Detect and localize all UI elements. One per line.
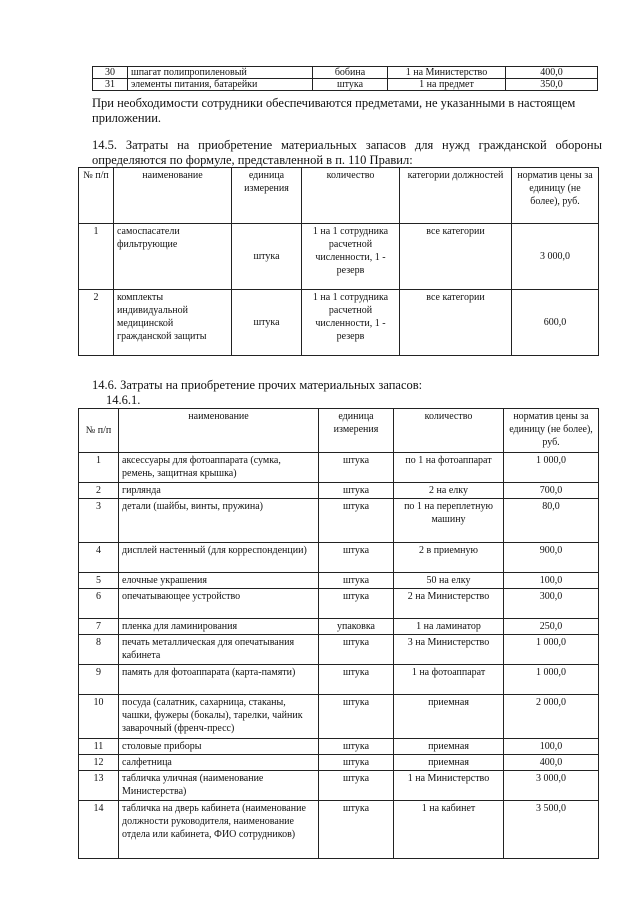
item-price: 100,0 bbox=[504, 739, 599, 755]
item-price: 400,0 bbox=[506, 67, 598, 79]
item-name: салфетница bbox=[119, 755, 319, 771]
item-price: 80,0 bbox=[504, 499, 599, 543]
row-number: 14 bbox=[79, 801, 119, 859]
item-quantity: приемная bbox=[394, 755, 504, 771]
item-name: елочные украшения bbox=[119, 573, 319, 589]
item-price: 1 000,0 bbox=[504, 453, 599, 483]
item-quantity: 2 на елку bbox=[394, 483, 504, 499]
table-row bbox=[79, 543, 599, 573]
row-number: 5 bbox=[79, 573, 119, 589]
item-unit: штука bbox=[319, 755, 394, 771]
table-row bbox=[79, 665, 599, 695]
row-number: 1 bbox=[79, 453, 119, 483]
item-name: табличка на дверь кабинета (наименование должности руководителя, наименование отдела или кабинета, ФИО сотрудников) bbox=[119, 801, 319, 859]
section-14-6-1-title: 14.6.1. bbox=[106, 393, 141, 407]
header-category: категории должностей bbox=[400, 168, 512, 224]
item-unit: штука bbox=[319, 695, 394, 739]
row-number: 2 bbox=[79, 483, 119, 499]
item-category: все категории bbox=[400, 290, 512, 356]
item-price: 100,0 bbox=[504, 573, 599, 589]
item-unit: штука bbox=[319, 499, 394, 543]
item-unit: штука bbox=[232, 290, 302, 356]
section-14-5-title: 14.5. Затраты на приобретение материальных запасов для нужд гражданской обороны определяются по формуле, представленной в п. 110 Правил: bbox=[92, 138, 602, 167]
item-unit: штука bbox=[319, 483, 394, 499]
item-unit: штука bbox=[319, 453, 394, 483]
header-name: наименование bbox=[119, 409, 319, 453]
row-number: 4 bbox=[79, 543, 119, 573]
table-row bbox=[79, 573, 599, 589]
item-quantity: 1 на 1 сотрудника расчетной численности, 1 - резерв bbox=[302, 224, 400, 290]
item-quantity: 1 на Министерство bbox=[388, 67, 506, 79]
item-name: печать металлическая для опечатывания кабинета bbox=[119, 635, 319, 665]
header-unit: единица измерения bbox=[319, 409, 394, 453]
other-materials-table bbox=[78, 408, 599, 859]
item-name: шпагат полипропиленовый bbox=[128, 67, 313, 79]
item-quantity: 2 на Министерство bbox=[394, 589, 504, 619]
row-number: 13 bbox=[79, 771, 119, 801]
row-number: 12 bbox=[79, 755, 119, 771]
item-price: 250,0 bbox=[504, 619, 599, 635]
header-num: № п/п bbox=[79, 409, 119, 453]
item-name: гирлянда bbox=[119, 483, 319, 499]
item-price: 600,0 bbox=[512, 290, 599, 356]
item-price: 900,0 bbox=[504, 543, 599, 573]
item-price: 1 000,0 bbox=[504, 635, 599, 665]
civil-defense-table bbox=[78, 167, 599, 356]
item-unit: штука bbox=[319, 635, 394, 665]
item-price: 700,0 bbox=[504, 483, 599, 499]
item-unit: упаковка bbox=[319, 619, 394, 635]
table-header-row bbox=[79, 168, 599, 224]
item-name: самоспасатели фильтрующие bbox=[114, 224, 232, 290]
item-quantity: приемная bbox=[394, 695, 504, 739]
item-quantity: 1 на предмет bbox=[388, 79, 506, 91]
table-row bbox=[79, 695, 599, 739]
table-header-row bbox=[79, 409, 599, 453]
item-quantity: по 1 на фотоаппарат bbox=[394, 453, 504, 483]
item-quantity: 1 на 1 сотрудника расчетной численности, 1 - резерв bbox=[302, 290, 400, 356]
item-price: 2 000,0 bbox=[504, 695, 599, 739]
table-row bbox=[79, 224, 599, 290]
table-row bbox=[79, 290, 599, 356]
item-price: 350,0 bbox=[506, 79, 598, 91]
item-unit: штука bbox=[319, 739, 394, 755]
item-name: пленка для ламинирования bbox=[119, 619, 319, 635]
item-quantity: 2 в приемную bbox=[394, 543, 504, 573]
header-quantity: количество bbox=[394, 409, 504, 453]
item-quantity: 1 на ламинатор bbox=[394, 619, 504, 635]
item-name: память для фотоаппарата (карта-памяти) bbox=[119, 665, 319, 695]
table-row bbox=[93, 67, 598, 79]
item-name: столовые приборы bbox=[119, 739, 319, 755]
row-number: 2 bbox=[79, 290, 114, 356]
table-row bbox=[79, 483, 599, 499]
item-name: дисплей настенный (для корреспонденции) bbox=[119, 543, 319, 573]
item-price: 3 500,0 bbox=[504, 801, 599, 859]
item-quantity: 50 на елку bbox=[394, 573, 504, 589]
table-row bbox=[79, 801, 599, 859]
row-number: 30 bbox=[93, 67, 128, 79]
note-paragraph: При необходимости сотрудники обеспечиваются предметами, не указанными в настоящем приложении. bbox=[92, 96, 576, 125]
item-unit: штука bbox=[319, 801, 394, 859]
item-quantity: 1 на фотоаппарат bbox=[394, 665, 504, 695]
item-quantity: 1 на Министерство bbox=[394, 771, 504, 801]
row-number: 11 bbox=[79, 739, 119, 755]
table-row bbox=[79, 619, 599, 635]
item-price: 400,0 bbox=[504, 755, 599, 771]
item-unit: штука bbox=[319, 543, 394, 573]
row-number: 1 bbox=[79, 224, 114, 290]
item-unit: штука bbox=[319, 589, 394, 619]
item-unit: бобина bbox=[313, 67, 388, 79]
header-name: наименование bbox=[114, 168, 232, 224]
item-unit: штука bbox=[319, 665, 394, 695]
item-quantity: приемная bbox=[394, 739, 504, 755]
header-num: № п/п bbox=[79, 168, 114, 224]
table-row bbox=[79, 739, 599, 755]
item-unit: штука bbox=[319, 573, 394, 589]
table-row bbox=[79, 771, 599, 801]
item-price: 3 000,0 bbox=[512, 224, 599, 290]
table-row bbox=[93, 79, 598, 91]
item-name: детали (шайбы, винты, пружина) bbox=[119, 499, 319, 543]
item-quantity: по 1 на переплетную машину bbox=[394, 499, 504, 543]
item-name: элементы питания, батарейки bbox=[128, 79, 313, 91]
item-name: посуда (салатник, сахарница, стаканы, чашки, фужеры (бокалы), тарелки, чайник заварочный (френч-пресс) bbox=[119, 695, 319, 739]
section-14-6-title: 14.6. Затраты на приобретение прочих материальных запасов: bbox=[92, 378, 423, 392]
item-category: все категории bbox=[400, 224, 512, 290]
table-row bbox=[79, 499, 599, 543]
row-number: 8 bbox=[79, 635, 119, 665]
row-number: 6 bbox=[79, 589, 119, 619]
header-unit: единица измерения bbox=[232, 168, 302, 224]
row-number: 31 bbox=[93, 79, 128, 91]
row-number: 3 bbox=[79, 499, 119, 543]
header-quantity: количество bbox=[302, 168, 400, 224]
continuation-table bbox=[92, 66, 598, 91]
item-unit: штука bbox=[232, 224, 302, 290]
header-price: норматив цены за единицу (не более), руб. bbox=[512, 168, 599, 224]
row-number: 10 bbox=[79, 695, 119, 739]
item-price: 3 000,0 bbox=[504, 771, 599, 801]
table-row bbox=[79, 589, 599, 619]
item-price: 300,0 bbox=[504, 589, 599, 619]
table-row bbox=[79, 755, 599, 771]
row-number: 7 bbox=[79, 619, 119, 635]
row-number: 9 bbox=[79, 665, 119, 695]
item-name: аксессуары для фотоаппарата (сумка, ремень, защитная крышка) bbox=[119, 453, 319, 483]
item-name: комплекты индивидуальной медицинской гражданской защиты bbox=[114, 290, 232, 356]
item-unit: штука bbox=[319, 771, 394, 801]
table-row bbox=[79, 453, 599, 483]
header-price: норматив цены за единицу (не более), руб. bbox=[504, 409, 599, 453]
item-name: опечатывающее устройство bbox=[119, 589, 319, 619]
item-name: табличка уличная (наименование Министерства) bbox=[119, 771, 319, 801]
item-quantity: 3 на Министерство bbox=[394, 635, 504, 665]
item-unit: штука bbox=[313, 79, 388, 91]
table-row bbox=[79, 635, 599, 665]
item-quantity: 1 на кабинет bbox=[394, 801, 504, 859]
item-price: 1 000,0 bbox=[504, 665, 599, 695]
